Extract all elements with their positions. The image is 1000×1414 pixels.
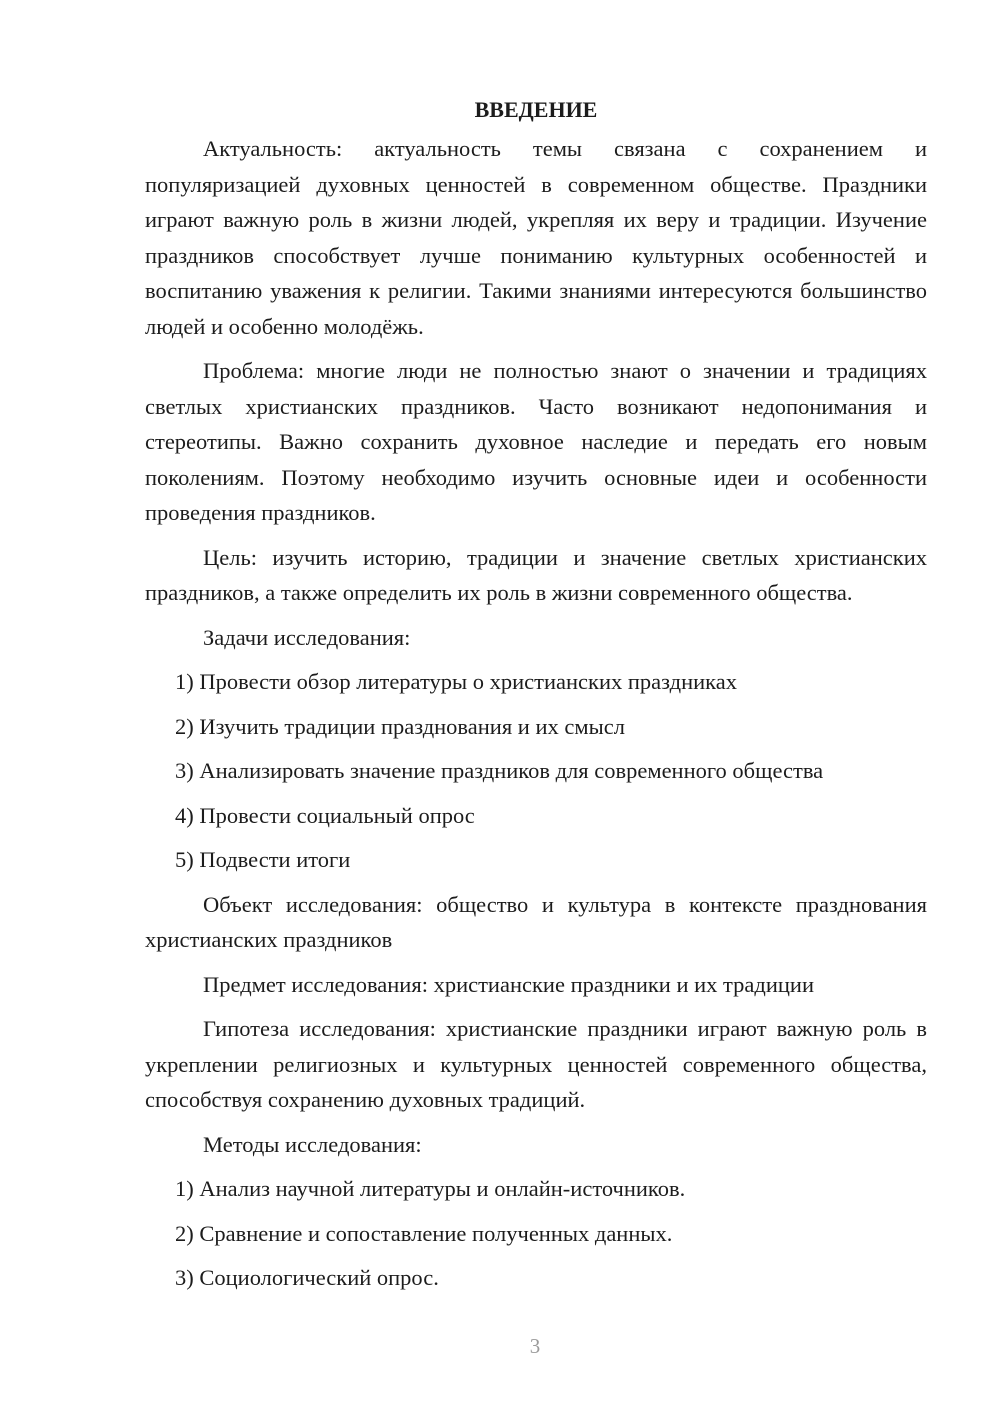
subject-paragraph: Предмет исследования: христианские праздники и их традиции bbox=[203, 971, 814, 997]
page-content bbox=[145, 92, 927, 1305]
method-item: 3) Социологический опрос. bbox=[175, 1265, 439, 1290]
task-item: 1) Провести обзор литературы о христианских праздниках bbox=[175, 669, 737, 694]
method-item: 1) Анализ научной литературы и онлайн-источников. bbox=[175, 1176, 686, 1201]
page-number: 3 bbox=[529, 1334, 541, 1358]
task-item: 2) Изучить традиции празднования и их смысл bbox=[175, 713, 625, 739]
section-title: ВВЕДЕНИЕ bbox=[474, 97, 598, 122]
tasks-list bbox=[145, 664, 927, 878]
task-item: 4) Провести социальный опрос bbox=[175, 802, 475, 828]
object-paragraph: Объект исследования: общество и культура в контексте празднования христианских праздников bbox=[145, 891, 927, 952]
relevance-paragraph: Актуальность: актуальность темы связана с сохранением и популяризацией духовных ценностей в современном обществе. Праздники играют важную роль в жизни людей, укрепляя их веру и традиции. Изучение праздников способствует лучше пониманию культурных особенностей и воспитанию уважения к религии. Такими знаниями интересуются большинство людей и особенно молодёжь. bbox=[145, 136, 927, 339]
hypothesis-paragraph: Гипотеза исследования: христианские праздники играют важную роль в укреплении религиозных и культурных ценностей современного общества, способствуя сохранению духовных традиций. bbox=[145, 1016, 927, 1112]
methods-label: Методы исследования: bbox=[203, 1131, 422, 1157]
tasks-label: Задачи исследования: bbox=[203, 624, 411, 650]
goal-paragraph: Цель: изучить историю, традиции и значение светлых христианских праздников, а также определить их роль в жизни современного общества. bbox=[145, 544, 927, 605]
task-item: 5) Подвести итоги bbox=[175, 847, 351, 872]
task-item: 3) Анализировать значение праздников для современного общества bbox=[175, 758, 824, 783]
problem-paragraph: Проблема: многие люди не полностью знают о значении и традициях светлых христианских праздников. Часто возникают недопонимания и стереотипы. Важно сохранить духовное наследие и передать его новым поколениям. Поэтому необходимо изучить основные идеи и особенности проведения праздников. bbox=[145, 358, 927, 525]
method-item: 2) Сравнение и сопоставление полученных данных. bbox=[175, 1220, 673, 1246]
methods-list bbox=[145, 1171, 927, 1296]
